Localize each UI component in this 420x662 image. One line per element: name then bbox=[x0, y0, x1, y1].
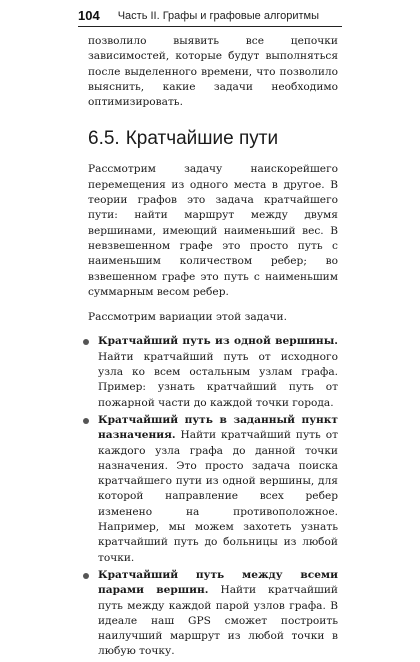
list-item-lead: Кратчайший путь в заданный пункт назначения. bbox=[98, 413, 338, 442]
header-rule bbox=[78, 26, 342, 27]
running-head: Часть II. Графы и графовые алгоритмы bbox=[117, 10, 320, 22]
list-item bbox=[88, 568, 338, 660]
list-item bbox=[88, 413, 338, 566]
bullet-icon bbox=[83, 339, 89, 345]
list-item-text: Найти кратчайший путь между каждой парой узлов графа. В идеале наш GPS сможет построить наилучший маршрут из любой точки в любую точку. bbox=[98, 584, 338, 658]
body-paragraph-2: Рассмотрим вариации этой задачи. bbox=[88, 311, 287, 324]
bullet-icon bbox=[83, 573, 89, 579]
list-item-lead: Кратчайший путь из одной вершины. bbox=[98, 335, 338, 348]
page-header bbox=[78, 0, 342, 26]
section-number: 6.5. bbox=[88, 128, 120, 150]
section-heading bbox=[88, 128, 338, 150]
bullet-icon bbox=[83, 418, 89, 424]
section-title: Кратчайшие пути bbox=[125, 128, 279, 150]
page-number: 104 bbox=[78, 8, 100, 23]
list-item bbox=[88, 334, 338, 410]
page-content bbox=[88, 34, 338, 662]
intro-paragraph: позволило выявить все цепочки зависимостей, которые будут выполняться после выделенного времени, что позволило выяснить, какие задачи необходимо оптимизировать. bbox=[88, 35, 338, 109]
list-item-text: Найти кратчайший путь от исходного узла ко всем остальным узлам графа. Пример: узнать кратчайший путь от пожарной части до каждой точки города. bbox=[98, 350, 338, 409]
body-paragraph-1: Рассмотрим задачу наискорейшего перемещения из одного места в другое. В теории графов это задача кратчайшего пути: найти маршрут между двумя вершинами, имеющий наименьший вес. В невзвешенном графе это просто путь с наименьшим количеством ребер; во взвешенном графе это путь с наименьшим суммарным весом ребер. bbox=[88, 163, 338, 298]
list-item-text: Найти кратчайший путь от каждого узла графа до данной точки назначения. Это просто задача поиска кратчайшего пути из одной вершины, для которой направление всех ребер изменено на противоположное. Например, мы можем захотеть узнать кратчайший путь до больницы из любой точки. bbox=[98, 429, 338, 564]
variations-list bbox=[88, 334, 338, 659]
list-item-lead: Кратчайший путь между всеми парами вершин. bbox=[98, 568, 338, 597]
